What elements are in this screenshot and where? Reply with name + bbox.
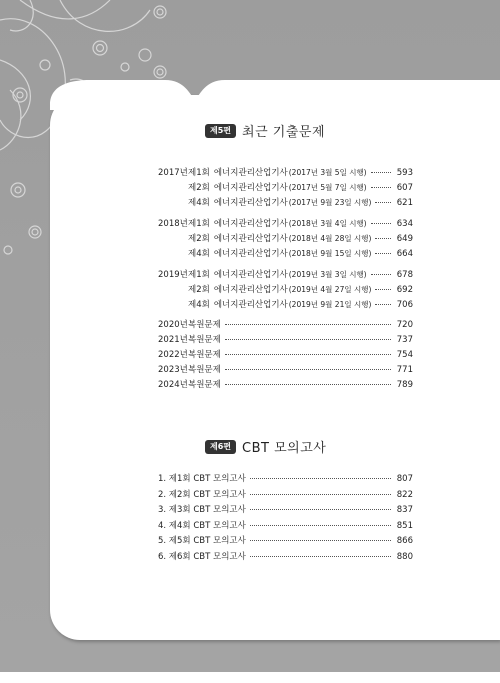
entry-page-number: 807: [396, 474, 413, 484]
entry-year: 2023년: [158, 365, 188, 375]
dot-leader: [250, 509, 391, 510]
entry-date: (2018년 9월 15일 시행): [288, 249, 372, 258]
entry-title: 복원문제: [188, 320, 221, 330]
toc-entry[interactable]: [158, 269, 413, 281]
entry-year: 2020년: [158, 320, 188, 330]
toc-entry[interactable]: [158, 350, 413, 361]
entry-page-number: 593: [396, 168, 413, 178]
entry-page-number: 692: [396, 285, 413, 295]
toc-entry[interactable]: [158, 536, 413, 547]
entry-page-number: 621: [396, 198, 413, 208]
entry-page-number: 880: [396, 552, 413, 562]
dot-leader: [375, 238, 391, 239]
entry-title: 1. 제1회 CBT 모의고사: [158, 474, 246, 484]
entry-date: (2017년 3월 5일 시행): [288, 168, 367, 177]
dot-leader: [225, 339, 391, 340]
dot-leader: [250, 525, 391, 526]
entry-date: (2017년 9월 23일 시행): [288, 198, 372, 207]
entry-year: 2022년: [158, 350, 188, 360]
paper-top-edge: [50, 80, 500, 110]
section-title: 최근 기출문제: [242, 125, 326, 140]
entry-date: (2019년 3월 3일 시행): [288, 270, 367, 279]
entry-date: (2017년 5월 7일 시행): [288, 183, 367, 192]
entry-title: 에너지관리산업기사: [213, 285, 288, 295]
entry-title: 에너지관리산업기사: [213, 168, 288, 178]
entry-date: (2018년 3월 4일 시행): [288, 219, 367, 228]
dot-leader: [250, 540, 391, 541]
section-badge: 제5편: [205, 124, 236, 138]
entry-title: 6. 제6회 CBT 모의고사: [158, 552, 246, 562]
entry-title: 3. 제3회 CBT 모의고사: [158, 505, 246, 516]
entry-title: 에너지관리산업기사: [213, 183, 288, 193]
entry-title: 복원문제: [188, 335, 221, 345]
toc-entry[interactable]: [158, 233, 413, 245]
dot-leader: [225, 369, 391, 370]
entry-round: 제1회: [188, 270, 210, 280]
toc-entry[interactable]: [158, 552, 413, 563]
section-6-heading: [205, 437, 326, 456]
entry-round: 제2회: [188, 183, 210, 193]
entry-page-number: 737: [396, 335, 413, 345]
entry-title: 복원문제: [188, 380, 221, 390]
toc-entry[interactable]: [158, 182, 413, 194]
toc-entry[interactable]: [158, 365, 413, 376]
entry-page-number: 664: [396, 249, 413, 259]
dot-leader: [250, 494, 391, 495]
entry-page-number: 634: [396, 219, 413, 229]
dot-leader: [371, 274, 391, 275]
toc-entry[interactable]: [158, 167, 413, 179]
entry-round: 제2회: [188, 285, 210, 295]
entry-year: 2019년: [158, 270, 188, 280]
toc-entry[interactable]: [158, 320, 413, 331]
entry-title: 에너지관리산업기사: [213, 198, 288, 208]
entry-page-number: 607: [396, 183, 413, 193]
entry-date: (2019년 9월 21일 시행): [288, 300, 372, 309]
toc-entry[interactable]: [158, 474, 413, 485]
entry-title: 에너지관리산업기사: [213, 300, 288, 310]
dot-leader: [371, 172, 391, 173]
toc-entry[interactable]: [158, 335, 413, 346]
dot-leader: [371, 187, 391, 188]
toc-entry[interactable]: [158, 521, 413, 532]
entry-page-number: 771: [396, 365, 413, 375]
entry-page-number: 822: [396, 489, 413, 500]
entry-page-number: 789: [396, 380, 413, 390]
dot-leader: [375, 289, 391, 290]
dot-leader: [371, 223, 391, 224]
toc-entry[interactable]: [158, 248, 413, 260]
entry-round: 제2회: [188, 234, 210, 244]
entry-page-number: 720: [396, 320, 413, 330]
toc-entry[interactable]: [158, 197, 413, 209]
entry-title: 에너지관리산업기사: [213, 249, 288, 259]
entry-page-number: 851: [396, 520, 413, 531]
entry-title: 에너지관리산업기사: [213, 270, 288, 280]
entry-title: 복원문제: [188, 365, 221, 375]
dot-leader: [250, 478, 391, 479]
toc-entry[interactable]: [158, 284, 413, 296]
entry-round: 제4회: [188, 300, 210, 310]
toc-entry[interactable]: [158, 299, 413, 311]
dot-leader: [250, 556, 391, 557]
entry-round: 제1회: [188, 219, 210, 229]
entry-date: (2019년 4월 27일 시행): [288, 285, 372, 294]
entry-page-number: 866: [396, 536, 413, 547]
entry-year: 2024년: [158, 380, 188, 390]
toc-entry[interactable]: [158, 380, 413, 391]
dot-leader: [375, 304, 391, 305]
toc-entry[interactable]: [158, 218, 413, 230]
entry-year: 2018년: [158, 219, 188, 229]
entry-title: 5. 제5회 CBT 모의고사: [158, 536, 246, 547]
toc-entry[interactable]: [158, 490, 413, 501]
entry-page-number: 678: [396, 270, 413, 280]
entry-title: 4. 제4회 CBT 모의고사: [158, 520, 246, 531]
entry-page-number: 706: [396, 300, 413, 310]
entry-page-number: 754: [396, 350, 413, 360]
entry-page-number: 837: [396, 505, 413, 516]
entry-title: 2. 제2회 CBT 모의고사: [158, 489, 246, 500]
entry-title: 에너지관리산업기사: [213, 234, 288, 244]
dot-leader: [375, 253, 391, 254]
entry-round: 제1회: [188, 168, 210, 178]
entry-date: (2018년 4월 28일 시행): [288, 234, 372, 243]
dot-leader: [225, 354, 391, 355]
entry-round: 제4회: [188, 198, 210, 208]
entry-year: 2017년: [158, 168, 188, 178]
section-5-heading: [205, 121, 325, 140]
entry-round: 제4회: [188, 249, 210, 259]
entry-title: 복원문제: [188, 350, 221, 360]
dot-leader: [225, 384, 391, 385]
section-badge: 제6편: [205, 440, 236, 454]
dot-leader: [225, 324, 391, 325]
entry-year: 2021년: [158, 335, 188, 345]
entry-page-number: 649: [396, 234, 413, 244]
entry-title: 에너지관리산업기사: [213, 219, 288, 229]
dot-leader: [375, 202, 391, 203]
toc-entry[interactable]: [158, 505, 413, 516]
section-title: CBT 모의고사: [242, 441, 327, 456]
